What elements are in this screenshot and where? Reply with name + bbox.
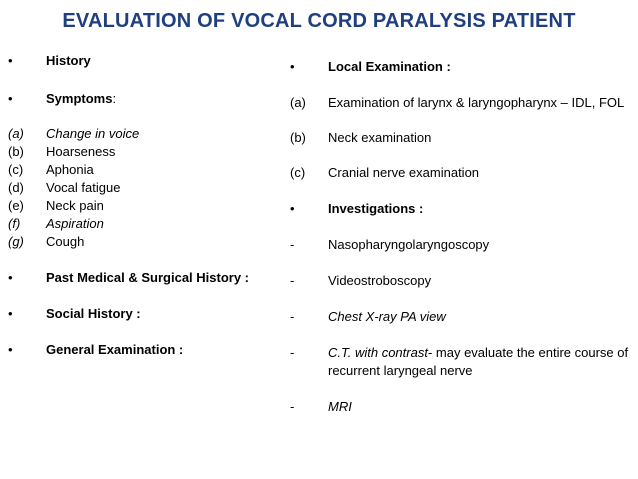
symptom-text: Cough: [46, 234, 85, 249]
bullet: •: [8, 306, 13, 321]
history-label: History: [46, 53, 91, 68]
list-marker: -: [290, 273, 295, 288]
list-marker: (a): [8, 126, 24, 141]
list-item: [290, 398, 630, 416]
bullet: •: [290, 201, 295, 216]
past-history-label: Past Medical & Surgical History :: [46, 270, 250, 285]
investigation-text: Videostroboscopy: [328, 273, 432, 288]
list-marker: (b): [8, 144, 24, 159]
investigation-note: - may evaluate the entire course of recurrent laryngeal nerve: [328, 345, 629, 378]
symptoms-label: Symptoms: [46, 91, 113, 106]
symptom-text: Change in voice: [46, 126, 140, 141]
list-marker: (g): [8, 234, 24, 249]
investigation-text: C.T. with contrast: [328, 345, 428, 360]
symptom-text: Hoarseness: [46, 144, 116, 159]
symptom-text: Aphonia: [46, 162, 94, 177]
list-marker: (c): [290, 165, 306, 180]
exam-text: Examination of larynx & laryngopharynx – IDL, FOL: [328, 95, 625, 110]
symptom-text: Vocal fatigue: [46, 180, 121, 195]
list-marker: (c): [8, 162, 24, 177]
list-marker: (b): [290, 130, 306, 145]
investigation-text: Nasopharyngolaryngoscopy: [328, 237, 490, 252]
list-item: [290, 272, 630, 290]
investigations-label: Investigations :: [328, 201, 424, 216]
list-marker: (a): [290, 95, 306, 110]
history-item: [8, 52, 278, 70]
general-exam-label: General Examination :: [46, 342, 184, 357]
local-exam-item: [290, 58, 630, 76]
list-item: [8, 179, 278, 197]
list-item: [8, 215, 278, 233]
list-marker: (f): [8, 216, 21, 231]
list-item: [8, 233, 278, 251]
exam-text: Cranial nerve examination: [328, 165, 480, 180]
left-column: [8, 52, 278, 359]
list-marker: -: [290, 237, 295, 252]
right-column: [290, 58, 630, 416]
list-item: [290, 164, 630, 182]
list-item: [8, 161, 278, 179]
social-history-item: [8, 305, 278, 323]
symptoms-item: [8, 90, 278, 108]
local-exam-label: Local Examination :: [328, 59, 451, 74]
list-marker: (d): [8, 180, 24, 195]
list-marker: -: [290, 399, 295, 414]
list-item: [8, 197, 278, 215]
symptom-text: Aspiration: [46, 216, 104, 231]
bullet: •: [8, 270, 13, 285]
general-exam-item: [8, 341, 278, 359]
list-item: [290, 94, 630, 112]
symptoms-colon: :: [112, 91, 117, 106]
past-history-item: [8, 269, 278, 287]
list-item: [8, 143, 278, 161]
list-marker: (e): [8, 198, 24, 213]
list-item: [290, 344, 630, 380]
list-item: [8, 125, 278, 143]
exam-text: Neck examination: [328, 130, 432, 145]
bullet: •: [8, 91, 13, 106]
investigation-text: Chest X-ray PA view: [328, 309, 446, 324]
bullet: •: [290, 59, 295, 74]
list-item: [290, 129, 630, 147]
symptom-list: [8, 125, 278, 251]
symptom-text: Neck pain: [46, 198, 104, 213]
list-item: [290, 236, 630, 254]
social-history-label: Social History :: [46, 306, 141, 321]
list-marker: -: [290, 309, 295, 324]
list-marker: -: [290, 345, 295, 360]
investigations-item: [290, 200, 630, 218]
slide-title: EVALUATION OF VOCAL CORD PARALYSIS PATIENT: [62, 10, 576, 32]
investigation-text: MRI: [328, 399, 352, 414]
bullet: •: [8, 53, 13, 68]
bullet: •: [8, 342, 13, 357]
list-item: [290, 308, 630, 326]
